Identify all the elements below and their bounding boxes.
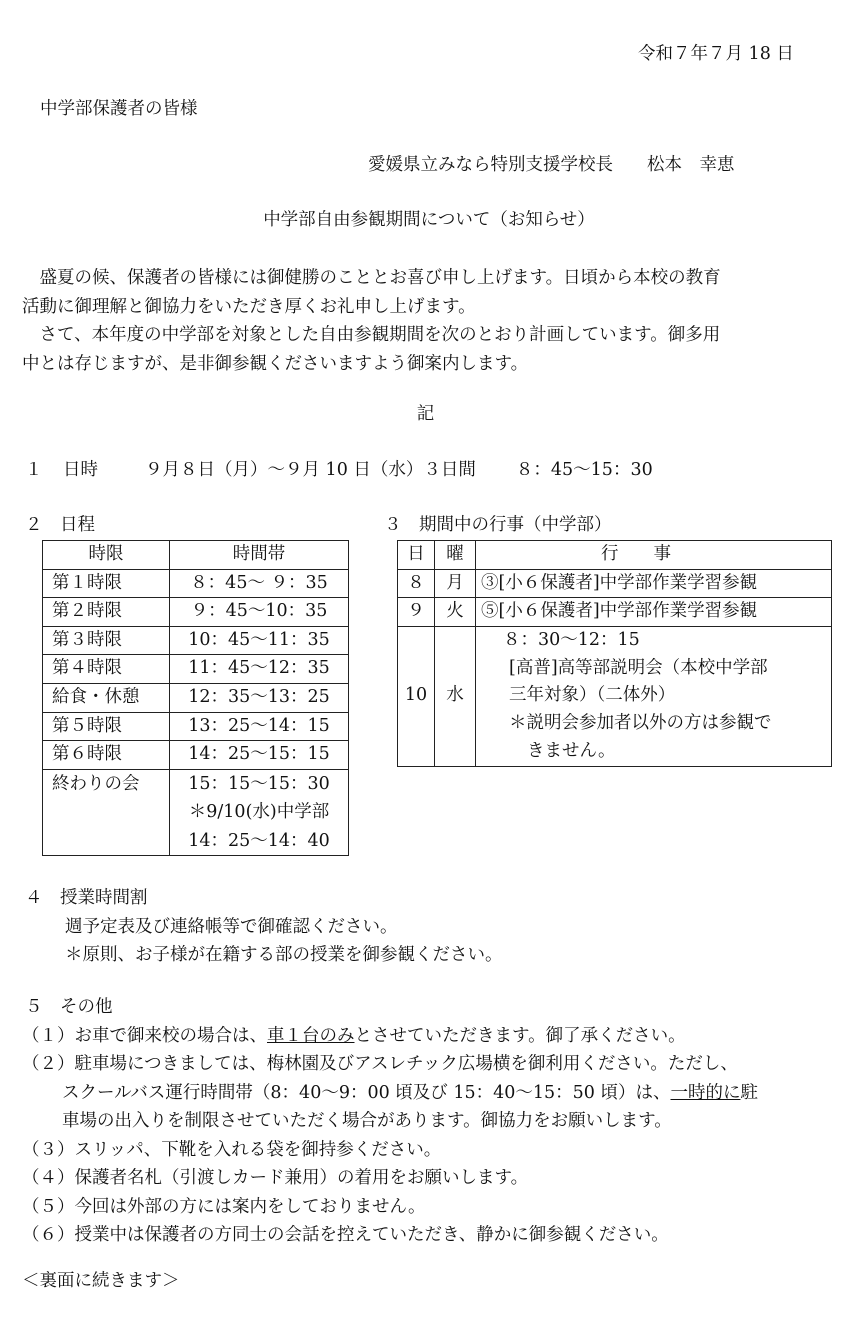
period-cell: 給食・休憩 — [43, 683, 170, 712]
note-line: （４）保護者名札（引渡しカード兼用）の着用をお願いします。 — [22, 1168, 529, 1188]
time-cell: 11：45～12：35 — [170, 655, 349, 684]
table-row — [43, 741, 349, 770]
item-datetime — [25, 462, 653, 480]
section-heading: ４ 授業時間割 — [25, 888, 148, 908]
item-number: １ — [25, 460, 43, 480]
note-line: スクールバス運行時間帯（8：40～9：00 頃及び 15：40～15：50 頃）は、一時的に駐 — [62, 1082, 758, 1103]
table-row — [43, 655, 349, 684]
time-cell: ９：45～10：35 — [170, 598, 349, 627]
time-line: 14：25～14：40 — [188, 830, 330, 851]
table-row — [43, 598, 349, 627]
time-line: ＊9/10(水)中学部 — [188, 802, 330, 823]
event-line: きません。 — [527, 740, 616, 761]
time-cell — [170, 769, 349, 856]
events-heading: ３ 期間中の行事（中学部） — [384, 515, 612, 535]
document-date: 令和７年７月 18 日 — [638, 44, 794, 64]
paragraph-line: 盛夏の候、保護者の皆様には御健勝のこととお喜び申し上げます。日頃から本校の教育 — [39, 268, 721, 288]
time-cell: ８：45～ ９：35 — [170, 569, 349, 598]
note-line: （３）スリッパ、下靴を入れる袋を御持参ください。 — [22, 1139, 442, 1160]
weekday-cell: 月 — [435, 569, 476, 598]
period-cell: 第３時限 — [43, 626, 170, 655]
table-header-row — [43, 541, 349, 570]
table-row — [398, 598, 832, 627]
sender — [368, 157, 735, 175]
weekday-cell: 火 — [435, 598, 476, 627]
paragraph-line: さて、本年度の中学部を対象とした自由参観期間を次のとおり計画しています。御多用 — [39, 325, 721, 345]
addressee: 中学部保護者の皆様 — [40, 99, 198, 119]
note-line: （２）駐車場につきましては、梅林園及びアスレチック広場横を御利用ください。ただし、 — [22, 1054, 738, 1074]
table-row — [43, 569, 349, 598]
note-line: （６）授業中は保護者の方同士の会話を控えていただき、静かに御参観ください。 — [22, 1225, 669, 1245]
column-header: 時限 — [43, 541, 170, 570]
day-cell: ８ — [398, 569, 435, 598]
time-cell: 14：25～15：15 — [170, 741, 349, 770]
time-text: ８：45～15：30 — [515, 460, 653, 480]
section-line: ＊原則、お子様が在籍する部の授業を御参観ください。 — [65, 945, 503, 965]
table-row — [43, 712, 349, 741]
schedule-heading: ２ 日程 — [25, 515, 95, 535]
events-table — [397, 540, 832, 767]
table-row — [398, 569, 832, 598]
period-cell: 第１時限 — [43, 569, 170, 598]
section-heading: ５ その他 — [25, 997, 113, 1017]
document-title: 中学部自由参観期間について（お知らせ） — [263, 210, 595, 230]
column-header: 日 — [398, 541, 435, 570]
event-cell: ③[小６保護者]中学部作業学習参観 — [476, 569, 832, 598]
column-header: 時間帯 — [170, 541, 349, 570]
time-cell: 10：45～11：35 — [170, 626, 349, 655]
event-line: ＊説明会参加者以外の方は参観で — [509, 713, 772, 734]
period-cell: 第２時限 — [43, 598, 170, 627]
time-line: 15：15～15：30 — [188, 773, 330, 794]
column-header: 曜 — [435, 541, 476, 570]
continued-note: ＜裏面に続きます＞ — [22, 1271, 180, 1291]
sender-name: 松本 幸恵 — [647, 155, 735, 175]
period-cell: 第４時限 — [43, 655, 170, 684]
period-cell: 終わりの会 — [43, 769, 170, 856]
item-label: 日時 — [63, 460, 98, 480]
table-row — [43, 769, 349, 856]
schedule-table — [42, 540, 349, 856]
weekday-cell: 水 — [435, 626, 476, 766]
time-cell: 12：35～13：25 — [170, 683, 349, 712]
ki-marker: 記 — [416, 404, 435, 424]
event-cell: ⑤[小６保護者]中学部作業学習参観 — [476, 598, 832, 627]
section-line: 週予定表及び連絡帳等で御確認ください。 — [65, 916, 398, 937]
note-line: （１）お車で御来校の場合は、車１台のみとさせていただきます。御了承ください。 — [22, 1025, 686, 1046]
day-cell: ９ — [398, 598, 435, 627]
event-line: 三年対象）（二体外） — [509, 685, 676, 706]
other-section — [22, 993, 758, 1250]
sender-title: 愛媛県立みなら特別支援学校長 — [368, 155, 613, 175]
event-line: ８：30～12：15 — [503, 629, 640, 650]
event-cell — [476, 626, 832, 766]
table-row — [43, 683, 349, 712]
period-text: ９月８日（月）～９月 10 日（水）３日間 — [145, 460, 476, 480]
table-row — [43, 626, 349, 655]
note-line: （５）今回は外部の方には案内をしておりません。 — [22, 1196, 426, 1217]
paragraph-line: 中とは存じますが、是非御参観くださいますよう御案内します。 — [22, 353, 529, 374]
greeting-body — [22, 264, 721, 378]
paragraph-line: 活動に御理解と御協力をいただき厚くお礼申し上げます。 — [22, 296, 476, 317]
column-header: 行事 — [476, 541, 832, 570]
time-cell: 13：25～14：15 — [170, 712, 349, 741]
table-header-row — [398, 541, 832, 570]
timetable-section — [25, 884, 503, 970]
day-cell: 10 — [398, 626, 435, 766]
note-line: 車場の出入りを制限させていただく場合があります。御協力をお願いします。 — [62, 1111, 672, 1131]
event-line: [高普]高等部説明会（本校中学部 — [509, 657, 768, 678]
period-cell: 第５時限 — [43, 712, 170, 741]
table-row — [398, 626, 832, 766]
period-cell: 第６時限 — [43, 741, 170, 770]
